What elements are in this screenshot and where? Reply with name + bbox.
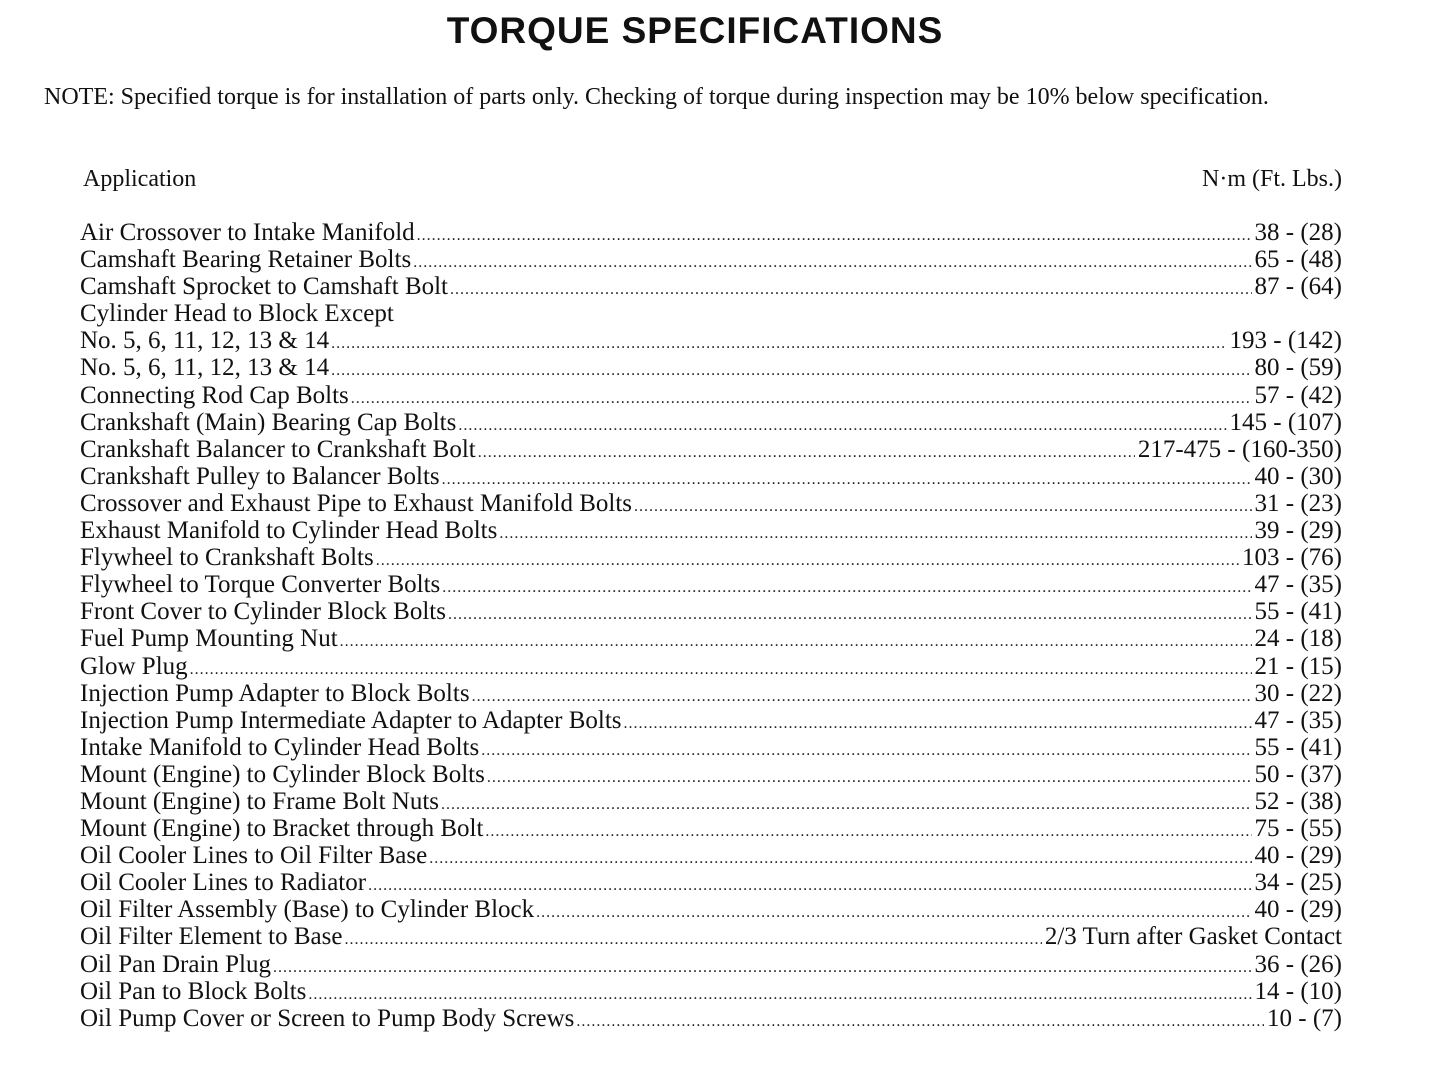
table-row [80, 490, 1342, 517]
table-row [80, 246, 1342, 273]
application-label: Mount (Engine) to Cylinder Block Bolts [80, 760, 485, 788]
application-label: Exhaust Manifold to Cylinder Head Bolts [80, 517, 498, 545]
application-label: Crankshaft Balancer to Crankshaft Bolt [80, 435, 476, 463]
application-label: Oil Pan to Block Bolts [80, 977, 307, 1005]
application-label: Intake Manifold to Cylinder Head Bolts [80, 733, 480, 761]
dot-leader [344, 926, 1041, 950]
torque-value: 55 - (41) [1254, 598, 1342, 626]
dot-leader [331, 357, 1251, 381]
dot-leader [485, 818, 1251, 842]
dot-leader [190, 656, 1252, 680]
application-label: Injection Pump Intermediate Adapter to Adapter Bolts [80, 706, 622, 734]
table-row [80, 625, 1342, 652]
table-row [80, 1005, 1342, 1032]
torque-value: 2/3 Turn after Gasket Contact [1044, 923, 1342, 951]
torque-value: 65 - (48) [1254, 246, 1342, 274]
table-row [80, 815, 1342, 842]
application-label: Flywheel to Crankshaft Bolts [80, 544, 374, 572]
application-label: Crossover and Exhaust Pipe to Exhaust Manifold Bolts [80, 489, 633, 517]
note-text: NOTE: Specified torque is for installation of parts only. Checking of torque during inspection may be 10% below specification. [44, 84, 1269, 110]
table-row [80, 761, 1342, 788]
dot-leader [624, 710, 1252, 734]
dot-leader [458, 412, 1226, 436]
torque-value: 31 - (23) [1254, 489, 1342, 517]
dot-leader [368, 872, 1251, 896]
torque-value: 40 - (30) [1254, 462, 1342, 490]
torque-value: 57 - (42) [1254, 381, 1342, 409]
dot-leader [376, 547, 1239, 571]
torque-value: 10 - (7) [1267, 1004, 1342, 1032]
dot-leader [481, 737, 1251, 761]
table-row [80, 842, 1342, 869]
application-label: Cylinder Head to Block Except [80, 300, 394, 328]
dot-leader [442, 574, 1251, 598]
torque-value: 87 - (64) [1254, 273, 1342, 301]
torque-value: 24 - (18) [1254, 625, 1342, 653]
table-row [80, 598, 1342, 625]
table-row [80, 951, 1342, 978]
dot-leader [450, 276, 1252, 300]
torque-value: 103 - (76) [1242, 544, 1342, 572]
torque-value: 52 - (38) [1254, 787, 1342, 815]
application-label: Flywheel to Torque Converter Bolts [80, 571, 441, 599]
page-title: TORQUE SPECIFICATIONS [446, 10, 944, 51]
application-label: Mount (Engine) to Bracket through Bolt [80, 815, 484, 843]
application-label: Mount (Engine) to Frame Bolt Nuts [80, 787, 439, 815]
application-label: No. 5, 6, 11, 12, 13 & 14 [80, 327, 330, 355]
table-row [80, 517, 1342, 544]
torque-value: 55 - (41) [1254, 733, 1342, 761]
spec-table [80, 219, 1342, 1032]
torque-value: 50 - (37) [1254, 760, 1342, 788]
dot-leader [634, 493, 1251, 517]
dot-leader [536, 899, 1251, 923]
application-label: Camshaft Bearing Retainer Bolts [80, 246, 412, 274]
torque-value: 145 - (107) [1229, 408, 1342, 436]
table-row [80, 463, 1342, 490]
torque-value: 30 - (22) [1254, 679, 1342, 707]
torque-value: 193 - (142) [1229, 327, 1342, 355]
table-row [80, 653, 1342, 680]
dot-leader [413, 249, 1251, 273]
dot-leader [576, 1008, 1264, 1032]
table-row [80, 354, 1342, 381]
application-label: No. 5, 6, 11, 12, 13 & 14 [80, 354, 330, 382]
table-row [80, 409, 1342, 436]
application-label: Air Crossover to Intake Manifold [80, 219, 415, 246]
application-label: Injection Pump Adapter to Block Bolts [80, 679, 470, 707]
column-header-unit: N·m (Ft. Lbs.) [1202, 166, 1342, 192]
application-label: Oil Cooler Lines to Oil Filter Base [80, 842, 428, 870]
table-row [80, 869, 1342, 896]
dot-leader [442, 466, 1252, 490]
torque-value: 38 - (28) [1254, 219, 1342, 246]
table-row [80, 923, 1342, 950]
torque-value: 40 - (29) [1254, 842, 1342, 870]
application-label: Connecting Rod Cap Bolts [80, 381, 349, 409]
table-row [80, 544, 1342, 571]
dot-leader [340, 628, 1252, 652]
torque-value: 217-475 - (160-350) [1137, 435, 1342, 463]
dot-leader [351, 385, 1252, 409]
dot-leader [448, 601, 1252, 625]
table-row [80, 978, 1342, 1005]
torque-value: 80 - (59) [1254, 354, 1342, 382]
torque-value: 14 - (10) [1254, 977, 1342, 1005]
table-row [80, 788, 1342, 815]
table-row [80, 300, 1342, 327]
dot-leader [273, 954, 1252, 978]
table-row [80, 436, 1342, 463]
application-label: Oil Cooler Lines to Radiator [80, 869, 367, 897]
table-row [80, 734, 1342, 761]
application-label: Oil Filter Element to Base [80, 923, 343, 951]
application-label: Fuel Pump Mounting Nut [80, 625, 338, 653]
torque-value: 40 - (29) [1254, 896, 1342, 924]
dot-leader [331, 330, 1226, 354]
table-row [80, 382, 1342, 409]
dot-leader [441, 791, 1252, 815]
torque-value: 47 - (35) [1254, 571, 1342, 599]
table-row [80, 680, 1342, 707]
application-label: Camshaft Sprocket to Camshaft Bolt [80, 273, 449, 301]
torque-value: 47 - (35) [1254, 706, 1342, 734]
dot-leader [499, 520, 1251, 544]
dot-leader [478, 439, 1135, 463]
application-label: Oil Pump Cover or Screen to Pump Body Screws [80, 1004, 575, 1032]
torque-value: 39 - (29) [1254, 517, 1342, 545]
application-label: Crankshaft Pulley to Balancer Bolts [80, 462, 440, 490]
column-header-application: Application [83, 166, 197, 192]
table-row [80, 327, 1342, 354]
dot-leader [417, 222, 1252, 246]
application-label: Oil Filter Assembly (Base) to Cylinder Block [80, 896, 535, 924]
dot-leader [487, 764, 1252, 788]
application-label: Crankshaft (Main) Bearing Cap Bolts [80, 408, 457, 436]
table-row [80, 219, 1342, 246]
table-row [80, 707, 1342, 734]
application-label: Front Cover to Cylinder Block Bolts [80, 598, 446, 626]
application-label: Oil Pan Drain Plug [80, 950, 271, 978]
torque-value: 75 - (55) [1254, 815, 1342, 843]
torque-value: 21 - (15) [1254, 652, 1342, 680]
dot-leader [429, 845, 1251, 869]
application-label: Glow Plug [80, 652, 188, 680]
table-row [80, 273, 1342, 300]
table-row [80, 896, 1342, 923]
torque-value: 34 - (25) [1254, 869, 1342, 897]
table-row [80, 571, 1342, 598]
dot-leader [308, 981, 1251, 1005]
torque-value: 36 - (26) [1254, 950, 1342, 978]
dot-leader [472, 683, 1252, 707]
